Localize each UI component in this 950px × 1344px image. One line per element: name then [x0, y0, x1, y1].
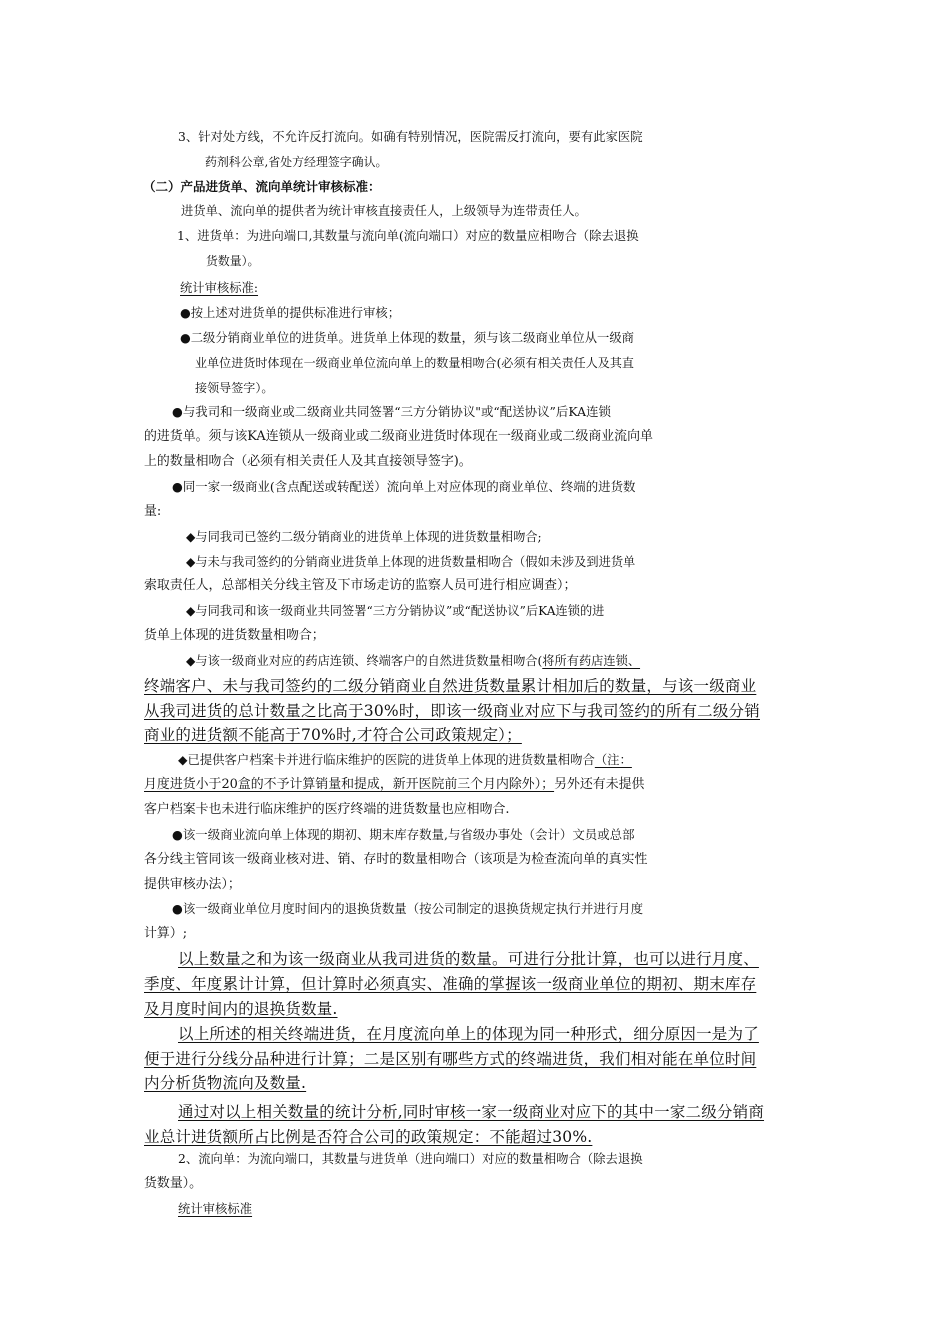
text-line: 1、进货单：为进向端口,其数量与流向单(流向端口）对应的数量应相吻合（除去退换 [177, 229, 639, 243]
text-line: 通过对以上相关数量的统计分析,同时审核一家一级商业对应下的其中一家二级分销商 [178, 1103, 765, 1121]
text-line: 药剂科公章,省处方经理签字确认。 [205, 155, 388, 169]
subheading: 统计审核标准: [180, 281, 259, 295]
text-line: 3、针对处方线，不允许反打流向。如确有特别情况，医院需反打流向，要有此家医院 [178, 130, 643, 144]
bullet-item: ●该一级商业单位月度时间内的退换货数量（按公司制定的退换货规定执行并进行月度 [172, 901, 644, 916]
text-line: 业总计进货额所占比例是否符合公司的政策规定：不能超过30%. [144, 1128, 593, 1146]
text-line: 量: [144, 504, 162, 519]
text-line: 上的数量相吻合（必须有相关责任人及其直接领导签字)。 [144, 454, 472, 469]
text-line: 接领导签字）。 [195, 381, 274, 395]
bullet-item: ●二级分销商业单位的进货单。进货单上体现的数量，须与该二级商业单位从一级商 [180, 331, 634, 345]
section-heading: （二）产品进货单、流向单统计审核标准： [143, 179, 381, 194]
text-line: 计算）; [144, 926, 188, 941]
text-line: 索取责任人，总部相关分线主管及下市场走访的监察人员可进行相应调查）； [144, 578, 577, 593]
text-line: 各分线主管同该一级商业核对进、销、存时的数量相吻合（该项是为检查流向单的真实性 [144, 852, 648, 867]
bullet-item: ●与我司和一级商业或二级商业共同签署“三方分销协议"或“配送协议”后KA连锁 [172, 404, 611, 419]
diamond-item: ◆与未与我司签约的分销商业进货单上体现的进货数量相吻合（假如未涉及到进货单 [186, 555, 636, 569]
text-line: 从我司进货的总计数量之比高于30%时，即该一级商业对应下与我司签约的所有二级分销 [144, 702, 760, 720]
diamond-item: ◆与同我司已签约二级分销商业的进货单上体现的进货数量相吻合; [186, 530, 542, 544]
text-line: 季度、年度累计计算，但计算时必须真实、准确的掌握该一级商业单位的期初、期末库存 [144, 975, 757, 993]
text-line: 内分析货物流向及数量. [144, 1074, 307, 1092]
bullet-item: ●同一家一级商业(含点配送或转配送）流向单上对应体现的商业单位、终端的进货数 [172, 479, 636, 494]
text-line: 货数量）。 [144, 1176, 203, 1191]
text-line: 及月度时间内的退换货数量. [144, 1000, 338, 1018]
text-line: 货数量）。 [206, 254, 260, 268]
text-line: 月度进货小于20盒的不予计算销量和提成，新开医院前三个月内除外）；另外还有未提供 [144, 777, 645, 792]
subheading: 统计审核标准 [178, 1202, 253, 1216]
text-line: 货单上体现的进货数量相吻合； [144, 628, 325, 643]
text-line: 商业的进货额不能高于70%时,才符合公司政策规定）； [144, 726, 522, 744]
diamond-item: ◆与同我司和该一级商业共同签署“三方分销协议”或“配送协议”后KA连锁的进 [186, 604, 605, 618]
text-line: 便于进行分线分品种进行计算；二是区别有哪些方式的终端进货，我们相对能在单位时间 [144, 1050, 757, 1068]
text-line: 提供审核办法）； [144, 877, 241, 892]
text-line: 业单位进货时体现在一级商业单位流向单上的数量相吻合(必须有相关责任人及其直 [195, 356, 634, 370]
text-line: 的进货单。须与该KA连锁从一级商业或二级商业进货时体现在一级商业或二级商业流向单 [144, 429, 653, 444]
bullet-item: ●按上述对进货单的提供标准进行审核； [180, 306, 401, 320]
diamond-item: ◆已提供客户档案卡并进行临床维护的医院的进货单上体现的进货数量相吻合（注： [178, 753, 632, 767]
bullet-item: ●该一级商业流向单上体现的期初、期末库存数量,与省级办事处（会计）文员或总部 [172, 827, 635, 842]
text-line: 2、流向单：为流向端口，其数量与进货单（进向端口）对应的数量相吻合（除去退换 [178, 1152, 643, 1166]
text-line: 终端客户、未与我司签约的二级分销商业自然进货数量累计相加后的数量，与该一级商业 [144, 677, 757, 695]
text-line: 客户档案卡也未进行临床维护的医疗终端的进货数量也应相吻合. [144, 802, 510, 817]
text-line: 以上所述的相关终端进货，在月度流向单上的体现为同一种形式，细分原因一是为了 [178, 1025, 759, 1043]
text-line: 进货单、流向单的提供者为统计审核直接责任人，上级领导为连带责任人。 [181, 204, 587, 218]
diamond-item: ◆与该一级商业对应的药店连锁、终端客户的自然进货数量相吻合(将所有药店连锁、 [186, 654, 641, 668]
text-line: 以上数量之和为该一级商业从我司进货的数量。可进行分批计算，也可以进行月度、 [178, 950, 759, 968]
